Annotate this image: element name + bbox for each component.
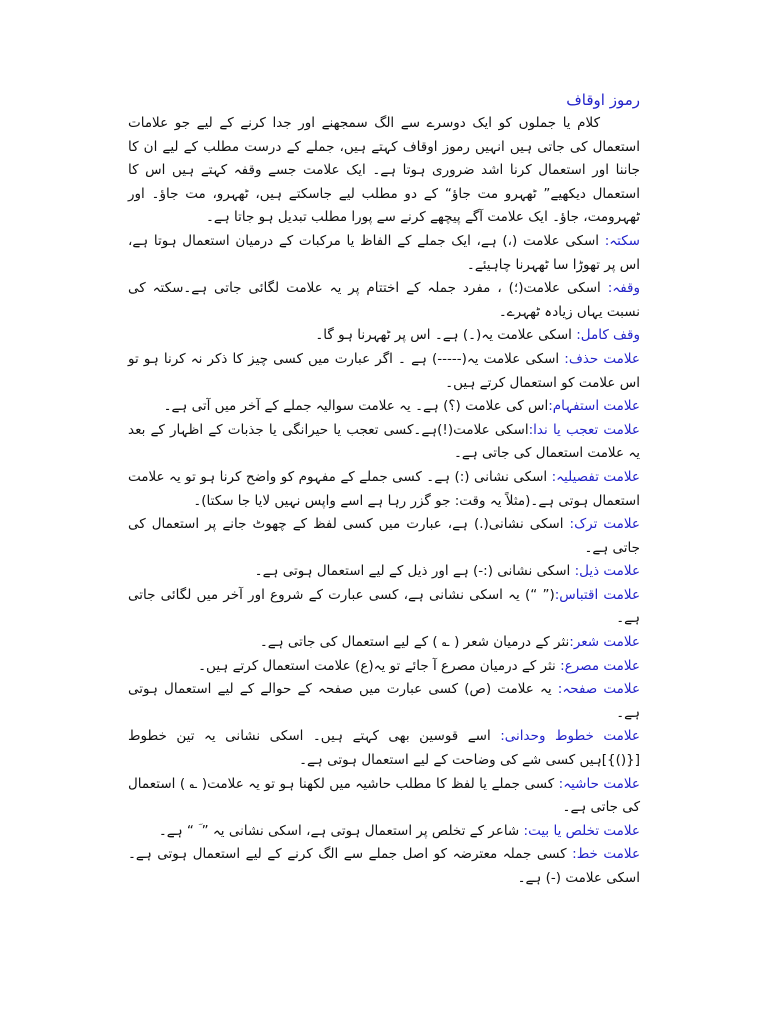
entry-term: علامت خط: (572, 846, 640, 863)
entry-text: کسی جملے یا لفظ کا مطلب حاشیہ میں لکھنا ہو تو یہ علامت( ؎ ) استعمال کی جاتی ہے۔ (128, 775, 640, 816)
entry-text: اسکی علامت(!)ہے۔کسی تعجب یا حیرانگی یا جذبات کے اظہار کے بعد یہ علامت استعمال کی جاتی ہے۔ (128, 421, 640, 462)
entry-term: علامت حذف: (564, 350, 640, 367)
entry-khat (128, 843, 640, 890)
entry-term: علامت اقتباس: (554, 586, 641, 603)
entry-misra (128, 655, 640, 679)
entry-tafseeliya (128, 466, 640, 513)
entry-waqf-kamil (128, 324, 640, 348)
entry-text: اسکی علامت یہ(-----) ہے ۔ اگر عبارت میں کسی چیز کا ذکر نہ کرنا ہو تو اس علامت کو استعمال کرتے ہیں۔ (128, 350, 640, 391)
entry-text: نثر کے درمیان مصرع آ جائے تو یہ(ع) علامت استعمال کرتے ہیں۔ (198, 657, 561, 674)
entry-text: اسکی علامت یہ(۔) ہے۔ اس پر ٹھہرنا ہو گا۔ (315, 327, 577, 344)
entry-text: شاعر کے تخلص پر استعمال ہوتی ہے، اسکی نشانی یہ ” ؔ “ ہے۔ (158, 822, 524, 839)
document-title: رموز اوقاف (566, 91, 640, 109)
entry-term: علامت تعجب یا ندا: (528, 421, 640, 438)
entry-text: اسکی نشانی (:) ہے۔ کسی جملے کے مفہوم کو واضح کرنا ہو تو یہ علامت استعمال ہوتی ہے۔(مثلاً یہ وقت: جو گزر رہا ہے اسے واپس نہیں لایا جا سکتا)۔ (128, 468, 640, 509)
entry-term: علامت تفصیلیہ: (551, 468, 640, 485)
entry-text: اسکی نشانی(.) ہے، عبارت میں کسی لفظ کے چھوٹ جانے پر استعمال کی جاتی ہے۔ (128, 516, 640, 556)
entry-sakta (128, 230, 640, 277)
entry-term: علامت شعر: (569, 634, 640, 651)
entry-taajub (128, 419, 640, 466)
entry-istifham (128, 395, 640, 419)
entry-text: اسے قوسین بھی کہتے ہیں۔ اسکی نشانی یہ تین خطوط [{()}]ہیں کسی شے کی وضاحت کے لیے استعمال ہوتی ہے۔ (128, 728, 640, 769)
entry-takhallus (128, 820, 640, 844)
entry-text: کسی جملہ معترضہ کو اصل جملے سے الگ کرنے کے لیے استعمال ہوتی ہے۔ اسکی علامت (-) ہے۔ (128, 846, 640, 886)
entry-term: علامت استفہام: (548, 398, 640, 415)
intro-paragraph: کلام یا جملوں کو ایک دوسرے سے الگ سمجھنے اور جدا کرنے کے لیے جو علامات استعمال کی جاتی ہیں انہیں رموز اوقاف کہتے ہیں، جملے کے درست مطلب کے لیے ان کا جاننا اور استعمال کرنا اشد ضروری ہوتا ہے۔ ایک علامت جسے وقفہ کہتے ہیں اس کا استعمال دیکھیے” ٹھہرو مت جاؤ“ کے دو مطلب لیے جاسکتے ہیں، ٹھہرو، مت جاؤ۔ اور ٹھہرومت، جاؤ۔ ایک علامت آگے پیچھے کرنے سے پورا مطلب تبدیل ہو جاتا ہے۔ (128, 115, 640, 226)
entry-hashiya (128, 773, 640, 820)
entry-zail (128, 560, 640, 584)
entry-text: اسکی علامت(؛) ، مفرد جملہ کے اختتام پر یہ علامت لگائی جاتی ہے۔سکتہ کی نسبت یہاں زیادہ ٹھہرے۔ (128, 280, 640, 320)
entry-iqtibas (128, 584, 640, 631)
entry-term: علامت صفحہ: (557, 681, 641, 698)
entry-waqfa (128, 277, 640, 324)
entry-text: اسکی نشانی (:-) ہے اور ذیل کے لیے استعمال ہوتی ہے۔ (254, 563, 575, 580)
entry-term: علامت مصرع: (560, 657, 640, 674)
entry-term: علامت تخلص یا بیت: (523, 822, 640, 839)
document-body (128, 88, 640, 891)
entry-term: وقفہ: (607, 280, 640, 297)
entry-term: سکتہ: (604, 232, 640, 249)
entry-term: علامت خطوط وحدانی: (500, 728, 640, 745)
entry-khutoot-wahdani (128, 725, 640, 772)
entry-term: وقف کامل: (576, 327, 640, 344)
entry-text: (” “) یہ اسکی نشانی ہے، کسی عبارت کے شروع اور آخر میں لگائی جاتی ہے۔ (128, 586, 640, 627)
entry-text: اسکی علامت (،) ہے، ایک جملے کے الفاظ یا مرکبات کے درمیان استعمال ہوتا ہے، اس پر تھوڑا سا ٹھہرنا چاہیئے۔ (128, 232, 640, 273)
entry-text: اس کی علامت (؟) ہے۔ یہ علامت سوالیہ جملے کے آخر میں آتی ہے۔ (163, 398, 549, 415)
entry-text: نثر کے درمیان شعر ( ؎ ) کے لیے استعمال کی جاتی ہے۔ (259, 634, 570, 651)
entry-term: علامت ذیل: (574, 563, 640, 580)
entry-hazf (128, 348, 640, 395)
entry-text: یہ علامت (ص) کسی عبارت میں صفحہ کے حوالے کے لیے استعمال ہوتی ہے۔ (128, 681, 640, 721)
entry-term: علامت حاشیہ: (558, 775, 640, 792)
entry-safha (128, 678, 640, 725)
entry-tark (128, 513, 640, 560)
entry-term: علامت ترک: (569, 516, 640, 533)
entry-shair (128, 631, 640, 655)
